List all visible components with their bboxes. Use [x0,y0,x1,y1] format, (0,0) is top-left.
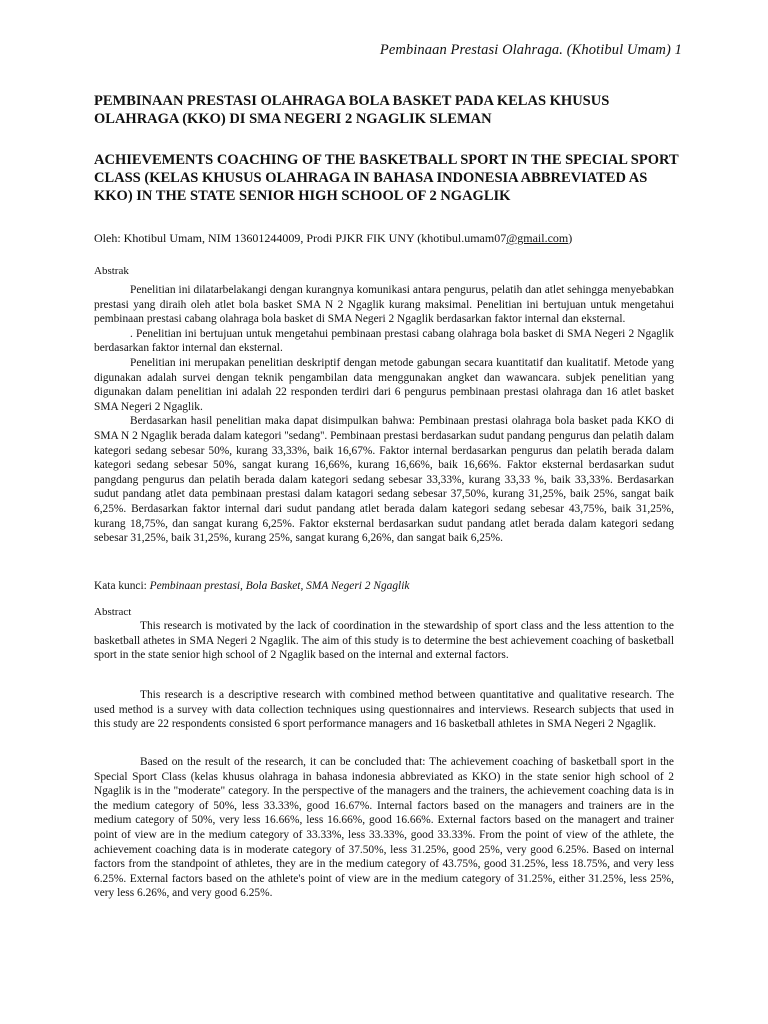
abstrak-heading: Abstrak [94,265,129,277]
running-header: Pembinaan Prestasi Olahraga. (Khotibul Umam) 1 [379,42,682,58]
author-line [94,231,694,246]
abstrak-paragraph: . Penelitian ini bertujuan untuk mengetahui pembinaan prestasi cabang olahraga bola basket di SMA Negeri 2 Ngaglik berdasarkan faktor internal dan eksternal. [94,327,674,355]
title-indonesian: PEMBINAAN PRESTASI OLAHRAGA BOLA BASKET PADA KELAS KHUSUS OLAHRAGA (KKO) DI SMA NEGERI 2 NGAGLIK SLEMAN [94,93,610,127]
abstract-body-3 [94,755,674,901]
abstract-body [94,619,674,663]
abstrak-paragraph: Penelitian ini merupakan penelitian deskriptif dengan metode gabungan secara kuantitatif dan kualitatif. Metode yang digunakan adalah survei dengan teknik pengambilan data menggunakan angket dan wawancara. subjek penelitian yang digunakan dalam penelitian ini adalah 22 responden terdiri dari 6 pengurus pembinaan prestasi olahraga dan 16 atlet basket SMA Negeri 2 Ngaglik. [94,356,674,413]
author-info: Oleh: Khotibul Umam, NIM 13601244009, Prodi PJKR FIK UNY (khotibul.umam07 [94,231,507,245]
abstract-paragraph: Based on the result of the research, it can be concluded that: The achievement coaching of basketball sport in the Special Sport Class (kelas khusus olahraga in bahasa indonesia abbreviated as KKO) in the state senior high school of 2 Ngaglik is in the "moderate" category. In the perspective of the managers and the trainers, the achievement coaching data is in the medium category of 50%, less 33.33%, good 16.67%. Internal factors based on the managers and trainers are in the medium category of 50%, very less 16.66%, less 16.66%, good 16.66%. External factors based on the managert and trainer point of view are in the medium category of 33.33%, less 33.33%, good 33.33%. From the point of view of the athlete, the achievement coaching data is in moderate category of 37.50%, less 31.25%, good 25%, very good 6.25%. Based on internal factors from the standpoint of athletes, they are in the medium category of 43.75%, good 31.25%, less 18.75%, and very less 6.25%. External factors based on the athlete's point of view are in the medium category of 31.25%, either 31.25%, less 25%, very less 6.26%, and very good 6.25%. [94,756,674,900]
email-link[interactable]: @gmail.com [506,231,569,245]
abstract-paragraph: This research is a descriptive research with combined method between quantitative and qualitative research. The used method is a survey with data collection techniques using questionnaires and interviews. Research subjects that used in this study are 22 respondents consisted 6 sport performance managers and 16 basketball athletes in SMA Negeri 2 Ngaglik. [94,689,674,731]
title-english: ACHIEVEMENTS COACHING OF THE BASKETBALL SPORT IN THE SPECIAL SPORT CLASS (KELAS KHUSUS OLAHRAGA IN BAHASA INDONESIA ABBREVIATED AS KKO) IN THE STATE SENIOR HIGH SCHOOL OF 2 NGAGLIK [94,152,679,204]
keywords-label: Kata kunci: [94,580,150,592]
author-suffix: ) [568,231,573,245]
abstrak-paragraph: Berdasarkan hasil penelitian maka dapat disimpulkan bahwa: Pembinaan prestasi olahraga bola basket pada KKO di SMA N 2 Ngaglik berada dalam kategori ''sedang''. Pembinaan prestasi berdasarkan sudut pandang pengurus dan pelatih dalam kategori sedang sebesar 50%, kurang 33,33%, baik 16,67%. Faktor internal berdasarkan pengurus dan pelatih berada dalam kategori sedang sebesar 50%, sangat kurang 16,66%, kurang 16,66%, baik 16,66%. Faktor eksternal berdasarkan sudut pangdang pengurus dan pelatih berada dalam kategori sedang sebesar 33,33%, kurang 33,33 %, baik 33,33%. Berdasarkan sudut pandang atlet data pembinaan prestasi dalam katagori sedang sebesar 37,50%, kurang 31,25%, baik 25%, sangat baik 6,25%. Berdasarkan faktor internal dari sudut pandang atlet berada dalam kategori sedang sebesar 43,75%, baik 31,25%, kurang 18,75%, dan sangat kurang 6,25%. Faktor eksternal berdasarkan sudut pandang atlet berada dalam kategori sedang sebesar 31,25%, baik 31,25%, kurang 25%, sangat kurang 6,26%, dan sangat baik 6,25%. [94,415,674,545]
keywords-values: Pembinaan prestasi, Bola Basket, SMA Negeri 2 Ngaglik [149,580,410,592]
keywords-line [94,579,674,594]
abstract-body-2 [94,688,674,732]
abstrak-body [94,283,674,546]
abstract-paragraph: This research is motivated by the lack of coordination in the stewardship of sport class and the less attention to the basketball athetes in SMA Negeri 2 Ngaglik. The aim of this study is to determine the best achievement coaching of basketball sport in the state senior high school of 2 Ngaglik based on the internal and external factors. [94,620,674,662]
abstrak-paragraph: Penelitian ini dilatarbelakangi dengan kurangnya komunikasi antara pengurus, pelatih dan atlet sehingga menyebabkan prestasi yang diraih oleh atlet bola basket SMA N 2 Ngaglik kurang maksimal. Penelitian ini bertujuan untuk mengetahui pembinaan prestasi cabang olahraga bola basket di SMA Negeri 2 Ngaglik berdasarkan faktor internal dan eksternal. [94,284,674,326]
abstract-heading: Abstract [94,606,132,618]
